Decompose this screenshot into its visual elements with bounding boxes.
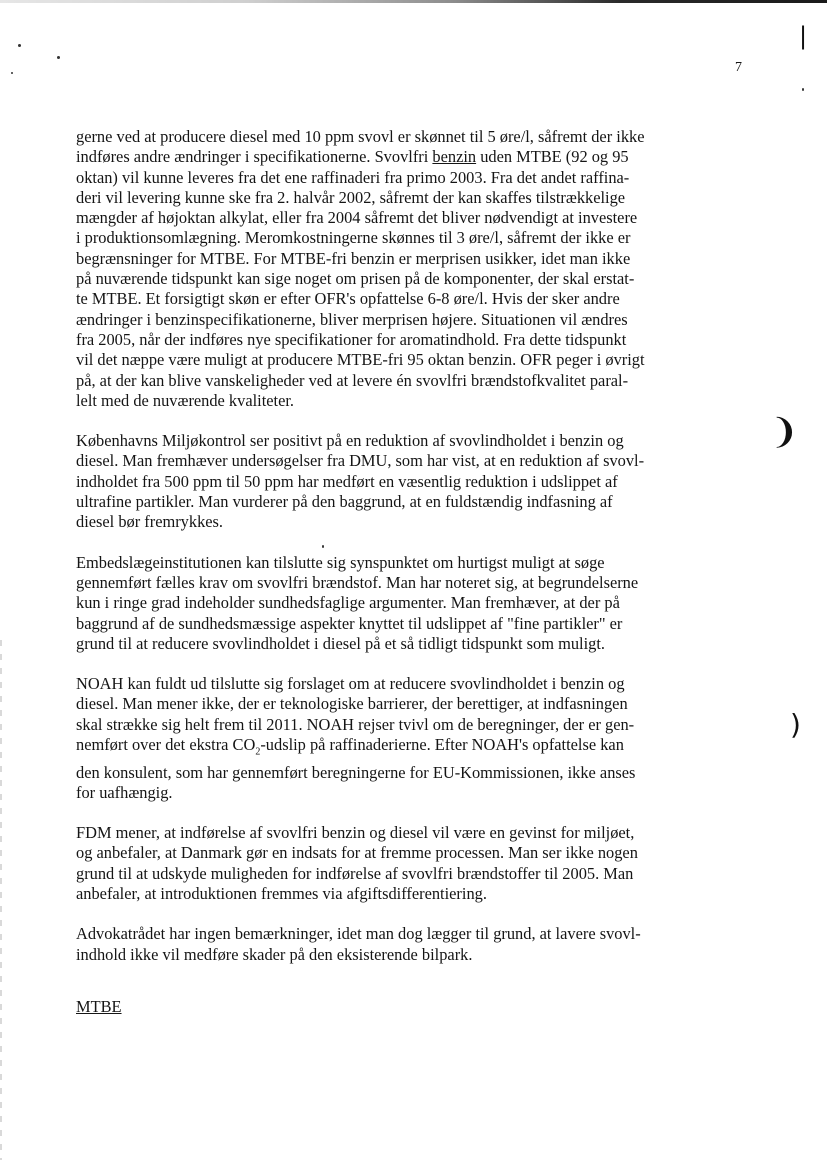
- text-line: indhold ikke vil medføre skader på den eksisterende bilpark.: [76, 944, 473, 964]
- text-line: ændringer i benzinspecifikationerne, bliver merprisen højere. Situationen vil ændres: [76, 309, 628, 329]
- page-top-edge: [0, 0, 827, 3]
- text-line: indføres andre ændringer i specifikationerne. Svovlfri: [76, 147, 433, 167]
- underlined-word: benzin: [432, 147, 477, 167]
- text-line: lelt med de nuværende kvaliteter.: [76, 390, 295, 410]
- text-line: den konsulent, som har gennemført beregningerne for EU-Kommissionen, ikke anses: [76, 762, 636, 782]
- scan-speck: [11, 72, 13, 74]
- text-line: gerne ved at producere diesel med 10 ppm svovl er skønnet til 5 øre/l, såfremt der ikke: [76, 127, 645, 146]
- text-line: te MTBE. Et forsigtigt skøn er efter OFR's opfattelse 6-8 øre/l. Hvis der sker andre: [76, 289, 620, 309]
- text-line: fra 2005, når der indføres nye specifikationer for aromatindhold. Fra dette tidspunkt: [76, 329, 627, 349]
- text-line: baggrund af de sundhedsmæssige aspekter knyttet til udslippet af "fine partikler" er: [76, 613, 623, 633]
- paragraph-fdm: [76, 823, 756, 904]
- text-line: Københavns Miljøkontrol ser positivt på en reduktion af svovlindholdet i benzin og: [76, 431, 624, 451]
- text-line: grund til at udskyde muligheden for indførelse af svovlfri brændstoffer til 2005. Man: [76, 863, 634, 883]
- paragraph-advokatraadet: [76, 924, 756, 965]
- text-line: Advokatrådet har ingen bemærkninger, idet man dog lægger til grund, at lavere svovl-: [76, 924, 641, 944]
- text-line: ultrafine partikler. Man vurderer på den baggrund, at en fuldstændig indfasning af: [76, 492, 613, 512]
- text-line: på, at der kan blive vanskeligheder ved at levere én svovlfri brændstofkvalitet paral-: [76, 370, 629, 390]
- text-line: anbefaler, at introduktionen fremmes via afgiftsdifferentiering.: [76, 884, 487, 904]
- text-line: FDM mener, at indførelse af svovlfri benzin og diesel vil være en gevinst for miljøet,: [76, 823, 635, 843]
- text-line: diesel bør fremrykkes.: [76, 512, 224, 532]
- text-line: Embedslægeinstitutionen kan tilslutte sig synspunktet om hurtigst muligt at søge: [76, 552, 605, 572]
- paragraph-miljokontrol: [76, 431, 756, 532]
- text-line: diesel. Man mener ikke, der er teknologiske barrierer, der berettiger, at indfasningen: [76, 694, 628, 714]
- scan-mark-right: ): [790, 708, 801, 741]
- text-line: indholdet fra 500 ppm til 50 ppm har medført en væsentlig reduktion i udslippet af: [76, 471, 618, 491]
- text-line: for uafhængig.: [76, 782, 173, 802]
- scan-speck: [802, 88, 804, 91]
- section-heading-mtbe: MTBE: [76, 996, 122, 1016]
- scan-mark-top-right: |: [799, 22, 808, 50]
- text-line: NOAH kan fuldt ud tilslutte sig forslaget om at reducere svovlindholdet i benzin og: [76, 674, 625, 694]
- text-line: -udslip på raffinaderierne. Efter NOAH's opfattelse kan: [260, 735, 624, 755]
- page-number: 7: [735, 60, 742, 75]
- text-line: diesel. Man fremhæver undersøgelser fra DMU, som har vist, at en reduktion af svovl-: [76, 451, 645, 471]
- text-line: gennemført fælles krav om svovlfri brændstof. Man har noteret sig, at begrundelserne: [76, 572, 639, 592]
- text-line: oktan) vil kunne leveres fra det ene raffinaderi fra primo 2003. Fra det andet raffina-: [76, 167, 630, 187]
- text-line: deri vil levering kunne ske fra 2. halvår 2002, såfremt der kan skaffes tilstrækkelige: [76, 187, 626, 207]
- paragraph-noah: [76, 674, 756, 803]
- text-line: nemført over det ekstra CO: [76, 735, 256, 755]
- scan-speck: [18, 44, 21, 47]
- text-line: mængder af højoktan alkylat, eller fra 2004 såfremt det bliver nødvendigt at investere: [76, 208, 638, 228]
- document-body: [76, 127, 756, 1017]
- scan-speck: [57, 56, 60, 59]
- text-line: kun i ringe grad indeholder sundhedsfaglige argumenter. Man fremhæver, at der på: [76, 593, 620, 613]
- text-line: i produktionsomlægning. Meromkostningerne skønnes til 3 øre/l, såfremt der ikke er: [76, 228, 631, 248]
- text-line: skal strække sig helt frem til 2011. NOAH rejser tvivl om de beregninger, der er gen-: [76, 714, 635, 734]
- text-line: begrænsninger for MTBE. For MTBE-fri benzin er merprisen usikker, idet man ikke: [76, 248, 631, 268]
- text-line: og anbefaler, at Danmark gør en indsats for at fremme processen. Man ser ikke nogen: [76, 843, 638, 863]
- text-line: vil det næppe være muligt at producere MTBE-fri 95 oktan benzin. OFR peger i øvrigt: [76, 350, 645, 370]
- text-line: uden MTBE (92 og 95: [476, 147, 629, 167]
- scan-left-edge: [0, 640, 2, 1160]
- paragraph-ofr-costs: [76, 127, 756, 411]
- text-line: på nuværende tidspunkt kan sige noget om prisen på de komponenter, der skal erstat-: [76, 269, 635, 289]
- co2-subscript: 2: [255, 746, 261, 758]
- scan-mark-binder-hole: ❩: [770, 412, 799, 452]
- paragraph-embedslaege: [76, 553, 756, 654]
- text-line: grund til at reducere svovlindholdet i diesel på et så tidligt tidspunkt som muligt.: [76, 633, 605, 653]
